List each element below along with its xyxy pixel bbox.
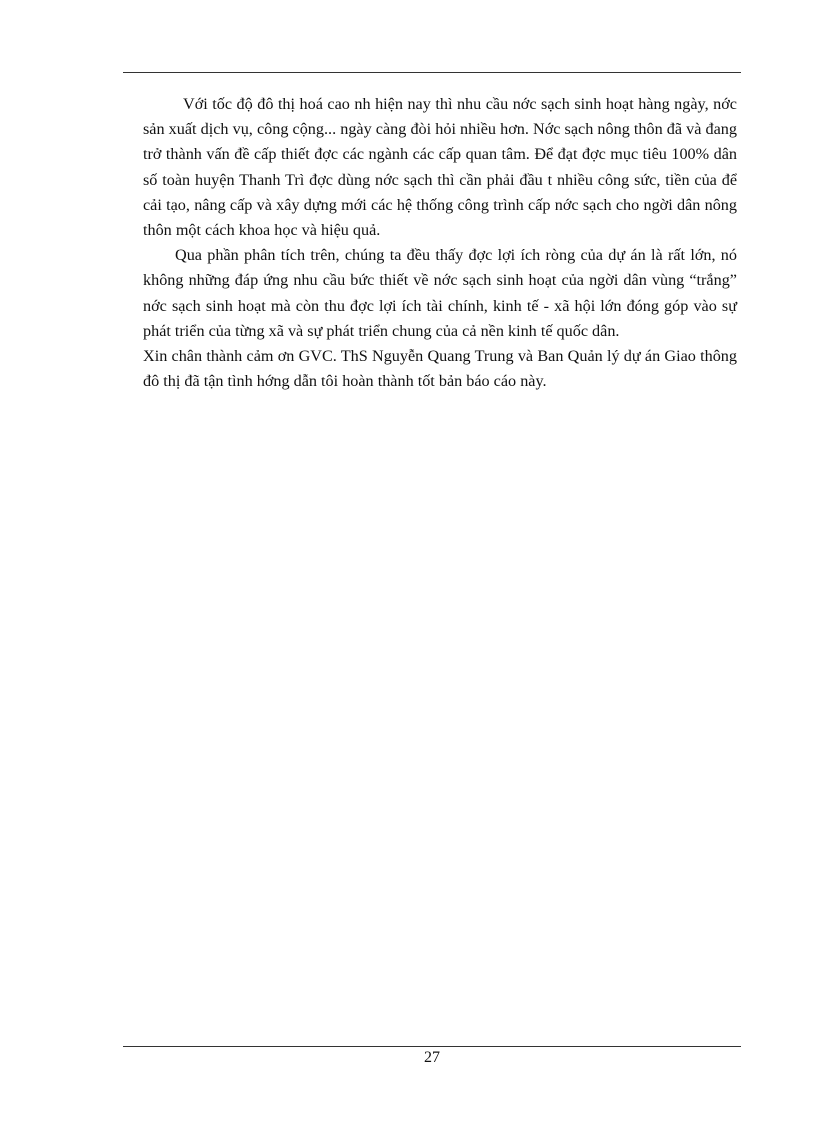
footer-rule — [123, 1046, 741, 1047]
paragraph-3: Xin chân thành cảm ơn GVC. ThS Nguyễn Quang Trung và Ban Quản lý dự án Giao thông đô thị đã tận tình hớng dẫn tôi hoàn thành tốt bản báo cáo này. — [143, 347, 737, 391]
page-number: 27 — [424, 1049, 440, 1066]
document-body — [143, 92, 737, 394]
paragraph-1: Với tốc độ đô thị hoá cao nh hiện nay thì nhu cầu nớc sạch sinh hoạt hàng ngày, nớc sản xuất dịch vụ, công cộng... ngày càng đòi hỏi nhiều hơn. Nớc sạch nông thôn đã và đang trở thành vấn đề cấp thiết đợc các ngành các cấp quan tâm. Để đạt đợc mục tiêu 100% dân số toàn huyện Thanh Trì đợc dùng nớc sạch thì cần phải đầu t nhiều công sức, tiền của để cải tạo, nâng cấp và xây dựng mới các hệ thống công trình cấp nớc sạch cho ngời dân nông thôn một cách khoa học và hiệu quả. — [143, 95, 737, 240]
paragraph-2: Qua phần phân tích trên, chúng ta đều thấy đợc lợi ích ròng của dự án là rất lớn, nó không những đáp ứng nhu cầu bức thiết về nớc sạch sinh hoạt của ngời dân vùng “trắng” nớc sạch sinh hoạt mà còn thu đợc lợi ích tài chính, kinh tế - xã hội lớn đóng góp vào sự phát triển của từng xã và sự phát triển chung của cả nền kinh tế quốc dân. — [143, 246, 737, 340]
header-rule — [123, 72, 741, 73]
